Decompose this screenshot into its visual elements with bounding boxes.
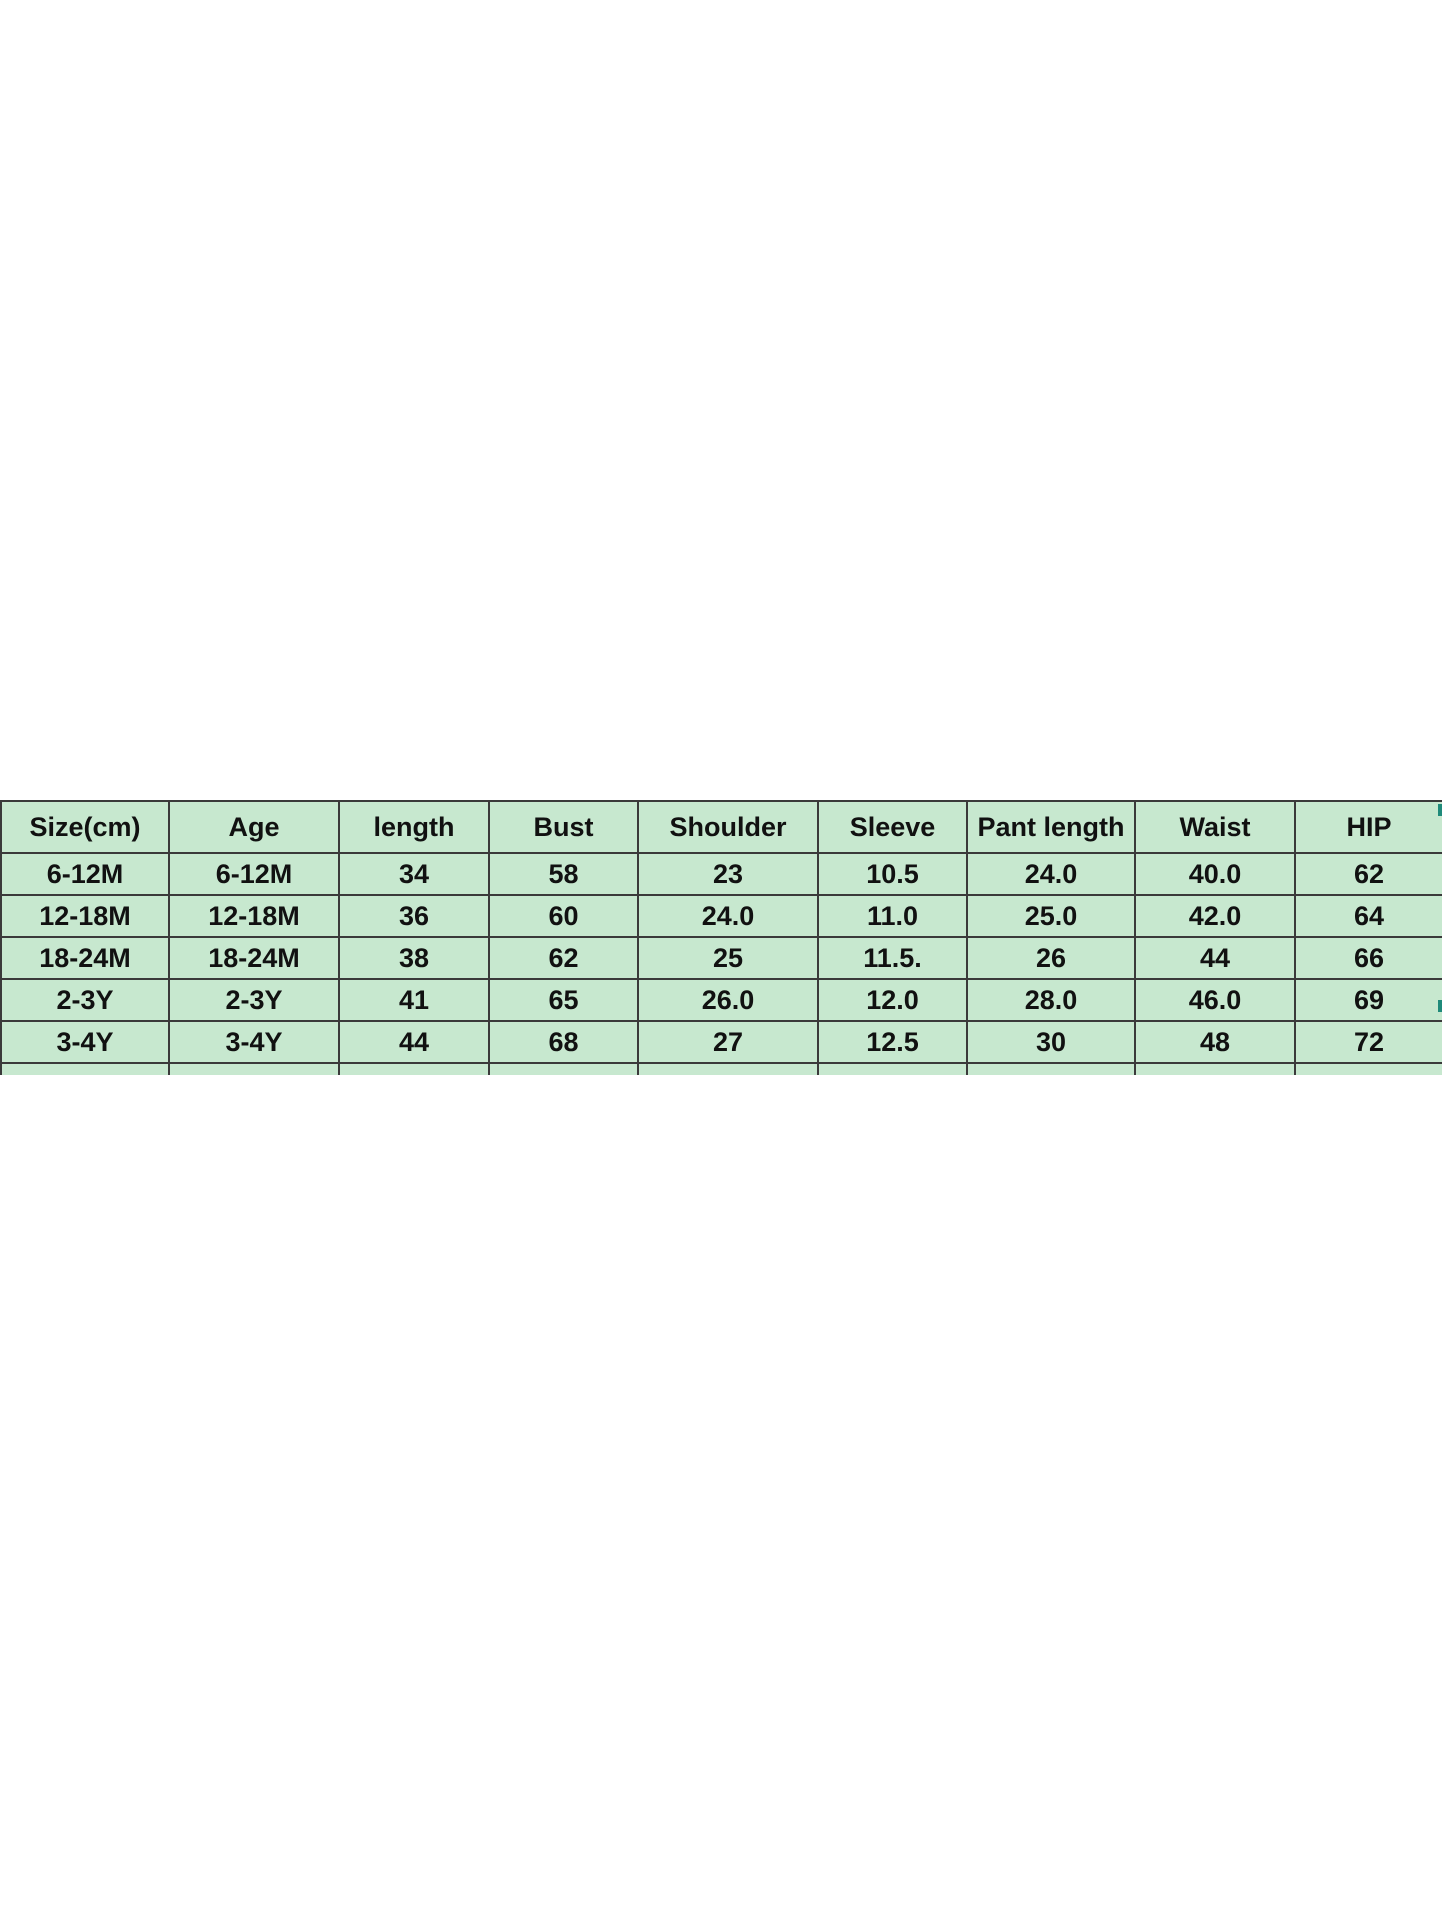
table-cell-empty [967,1063,1135,1075]
table-cell: 25.0 [967,895,1135,937]
table-cell-empty [638,1063,818,1075]
header-sleeve: Sleeve [818,801,967,853]
table-cell: 62 [489,937,638,979]
table-cell: 24.0 [967,853,1135,895]
table-cell: 3-4Y [169,1021,339,1063]
table-cell: 18-24M [1,937,169,979]
header-row [1,801,1442,853]
header-pant-length: Pant length [967,801,1135,853]
table-cell-empty [339,1063,489,1075]
table-cell: 44 [339,1021,489,1063]
table-cell: 11.5. [818,937,967,979]
size-chart-table [0,800,1442,1075]
cell-selection-marker [1438,1000,1442,1012]
table-cell: 10.5 [818,853,967,895]
table-cell: 12-18M [1,895,169,937]
header-bust: Bust [489,801,638,853]
table-row [1,895,1442,937]
table-cell: 72 [1295,1021,1442,1063]
table-cell: 3-4Y [1,1021,169,1063]
header-size: Size(cm) [1,801,169,853]
table-cell: 44 [1135,937,1295,979]
table-row [1,1021,1442,1063]
table-cell: 2-3Y [1,979,169,1021]
table-row [1,937,1442,979]
table-row [1,853,1442,895]
table-row [1,979,1442,1021]
table-cell: 6-12M [169,853,339,895]
table-cell: 12.5 [818,1021,967,1063]
table-cell: 40.0 [1135,853,1295,895]
table-cell-empty [169,1063,339,1075]
table-cell: 18-24M [169,937,339,979]
table-cell: 66 [1295,937,1442,979]
table-cell: 23 [638,853,818,895]
table-cell: 2-3Y [169,979,339,1021]
table-cell-empty [1135,1063,1295,1075]
table-cell: 60 [489,895,638,937]
table-cell: 24.0 [638,895,818,937]
table-cell: 25 [638,937,818,979]
table-cell: 26 [967,937,1135,979]
table-cell: 30 [967,1021,1135,1063]
table-cell: 62 [1295,853,1442,895]
table-cell-empty [489,1063,638,1075]
header-hip: HIP [1295,801,1442,853]
size-chart-table-container [0,800,1442,1075]
table-cell: 27 [638,1021,818,1063]
table-cell: 6-12M [1,853,169,895]
table-cell: 38 [339,937,489,979]
table-row-partial [1,1063,1442,1075]
table-cell: 69 [1295,979,1442,1021]
table-cell: 28.0 [967,979,1135,1021]
header-shoulder: Shoulder [638,801,818,853]
table-cell: 46.0 [1135,979,1295,1021]
table-cell-empty [1,1063,169,1075]
table-cell: 11.0 [818,895,967,937]
table-cell: 12-18M [169,895,339,937]
header-length: length [339,801,489,853]
table-cell: 48 [1135,1021,1295,1063]
table-cell: 12.0 [818,979,967,1021]
table-cell: 65 [489,979,638,1021]
header-waist: Waist [1135,801,1295,853]
table-cell: 58 [489,853,638,895]
table-cell-empty [818,1063,967,1075]
cell-selection-marker [1438,804,1442,816]
table-cell: 34 [339,853,489,895]
table-cell: 26.0 [638,979,818,1021]
table-cell: 64 [1295,895,1442,937]
table-cell: 41 [339,979,489,1021]
header-age: Age [169,801,339,853]
table-cell-empty [1295,1063,1442,1075]
table-cell: 68 [489,1021,638,1063]
table-cell: 36 [339,895,489,937]
table-cell: 42.0 [1135,895,1295,937]
